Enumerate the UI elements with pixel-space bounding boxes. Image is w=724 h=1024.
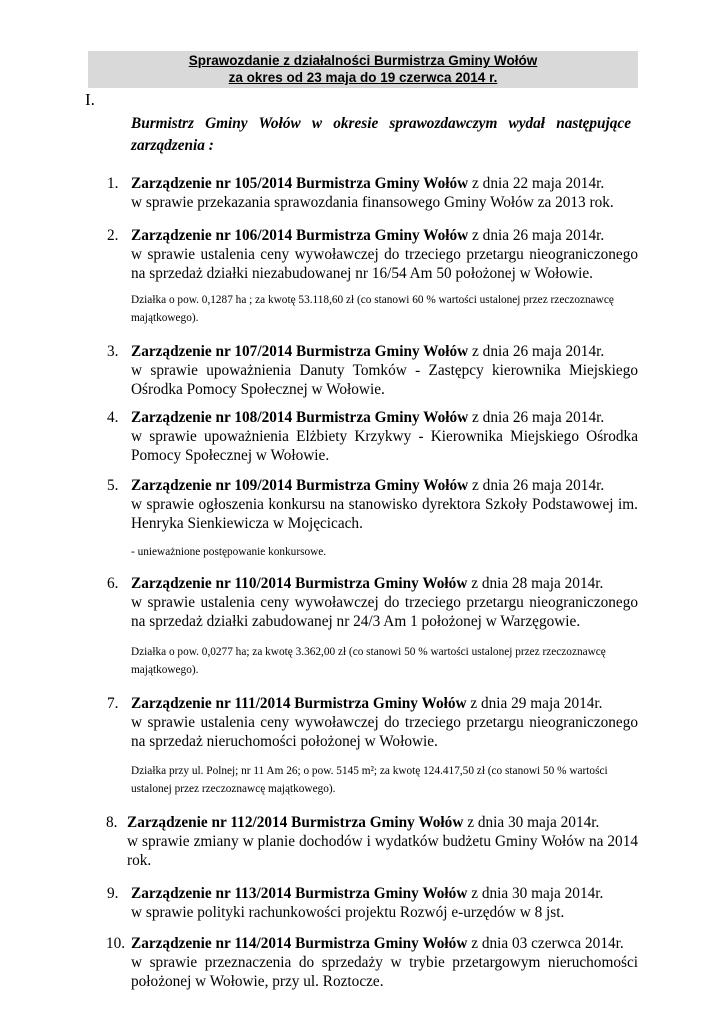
item-note: - unieważnione postępowanie konkursowe.	[131, 546, 327, 558]
item-number: 7.	[107, 695, 119, 712]
report-title: Sprawozdanie z działalności Burmistrza Gminy Wołów	[188, 53, 538, 68]
item-title: Zarządzenie nr 114/2014 Burmistrza Gminy Wołów	[131, 935, 468, 952]
item-date: z dnia 26 maja 2014r.	[468, 343, 605, 360]
list-item	[107, 226, 638, 283]
item-date: z dnia 26 maja 2014r.	[468, 409, 605, 426]
list-item	[107, 408, 638, 465]
list-item	[106, 813, 638, 870]
list-item	[107, 694, 638, 751]
item-date: z dnia 29 maja 2014r.	[466, 695, 603, 712]
item-title: Zarządzenie nr 109/2014 Burmistrza Gminy Wołów	[131, 477, 469, 494]
item-title: Zarządzenie nr 108/2014 Burmistrza Gminy Wołów	[131, 409, 469, 426]
item-number: 2.	[107, 227, 119, 244]
list-item	[107, 884, 638, 922]
list-item	[106, 934, 638, 991]
item-title: Zarządzenie nr 110/2014 Burmistrza Gminy Wołów	[131, 575, 468, 592]
item-number: 4.	[107, 409, 119, 426]
item-text: w sprawie ustalenia ceny wywoławczej do trzeciego przetargu nieograniczonego na sprzedaż nieruchomości położonej w Wołowie.	[131, 714, 638, 750]
item-number: 3.	[107, 343, 119, 360]
section-number: I.	[85, 90, 95, 109]
item-text: w sprawie upoważnienia Danuty Tomków - Zastępcy kierownika Miejskiego Ośrodka Pomocy Społecznej w Wołowie.	[131, 362, 638, 398]
item-text: w sprawie ustalenia ceny wywoławczej do trzeciego przetargu nieograniczonego na sprzedaż działki zabudowanej nr 24/3 Am 1 położonej w Warzęgowie.	[131, 594, 638, 630]
item-text: w sprawie upoważnienia Elżbiety Krzykwy - Kierownika Miejskiego Ośrodka Pomocy Społecznej w Wołowie.	[131, 428, 638, 464]
item-title: Zarządzenie nr 112/2014 Burmistrza Gminy Wołów	[127, 814, 464, 831]
item-note: Działka o pow. 0,1287 ha ; za kwotę 53.118,60 zł (co stanowi 60 % wartości ustalonej przez rzeczoznawcę majątkowego).	[131, 294, 614, 324]
item-number: 9.	[107, 885, 119, 902]
list-item	[107, 574, 638, 631]
item-number: 6.	[107, 575, 119, 592]
item-number: 10.	[106, 935, 126, 952]
item-date: z dnia 30 maja 2014r.	[463, 814, 600, 831]
item-date: z dnia 26 maja 2014r.	[468, 477, 605, 494]
item-date: z dnia 22 maja 2014r.	[468, 175, 605, 192]
item-text: w sprawie polityki rachunkowości projektu Rozwój e-urzędów w 8 jst.	[131, 904, 565, 921]
item-number: 1.	[107, 175, 119, 192]
item-text: w sprawie zmiany w planie dochodów i wydatków budżetu Gminy Wołów na 2014 rok.	[127, 833, 638, 869]
item-note: Działka przy ul. Polnej; nr 11 Am 26; o pow. 5145 m²; za kwotę 124.417,50 zł (co stanowi 50 % wartości ustalonej przez rzeczoznawcę majątkowego).	[131, 765, 608, 795]
item-text: w sprawie ogłoszenia konkursu na stanowisko dyrektora Szkoły Podstawowej im. Henryka Sienkiewicza w Mojęcicach.	[131, 496, 638, 532]
item-text: w sprawie ustalenia ceny wywoławczej do trzeciego przetargu nieograniczonego na sprzedaż działki niezabudowanej nr 16/54 Am 50 położonej w Wołowie.	[131, 246, 638, 282]
intro-paragraph: Burmistrz Gminy Wołów w okresie sprawozdawczym wydał następujące zarządzenia :	[131, 115, 631, 154]
report-period: za okres od 23 maja do 19 czerwca 2014 r.	[228, 70, 498, 85]
item-date: z dnia 26 maja 2014r.	[468, 227, 605, 244]
item-title: Zarządzenie nr 111/2014 Burmistrza Gminy Wołów	[131, 695, 467, 712]
item-note: Działka o pow. 0,0277 ha; za kwotę 3.362,00 zł (co stanowi 50 % wartości ustalonej przez rzeczoznawcę majątkowego).	[131, 646, 606, 676]
item-date: z dnia 28 maja 2014r.	[467, 575, 604, 592]
item-title: Zarządzenie nr 105/2014 Burmistrza Gminy Wołów	[131, 175, 469, 192]
item-text: w sprawie przeznaczenia do sprzedaży w trybie przetargowym nieruchomości położonej w Wołowie, przy ul. Roztocze.	[131, 954, 638, 990]
list-item	[107, 174, 638, 212]
item-title: Zarządzenie nr 113/2014 Burmistrza Gminy Wołów	[131, 885, 468, 902]
item-date: z dnia 03 czerwca 2014r.	[467, 935, 624, 952]
item-number: 5.	[107, 477, 119, 494]
report-header	[88, 51, 638, 88]
list-item	[107, 342, 638, 399]
item-title: Zarządzenie nr 106/2014 Burmistrza Gminy Wołów	[131, 227, 469, 244]
item-text: w sprawie przekazania sprawozdania finansowego Gminy Wołów za 2013 rok.	[131, 194, 614, 211]
item-date: z dnia 30 maja 2014r.	[467, 885, 604, 902]
item-number: 8.	[106, 814, 118, 831]
item-title: Zarządzenie nr 107/2014 Burmistrza Gminy Wołów	[131, 343, 469, 360]
list-item	[107, 476, 638, 533]
